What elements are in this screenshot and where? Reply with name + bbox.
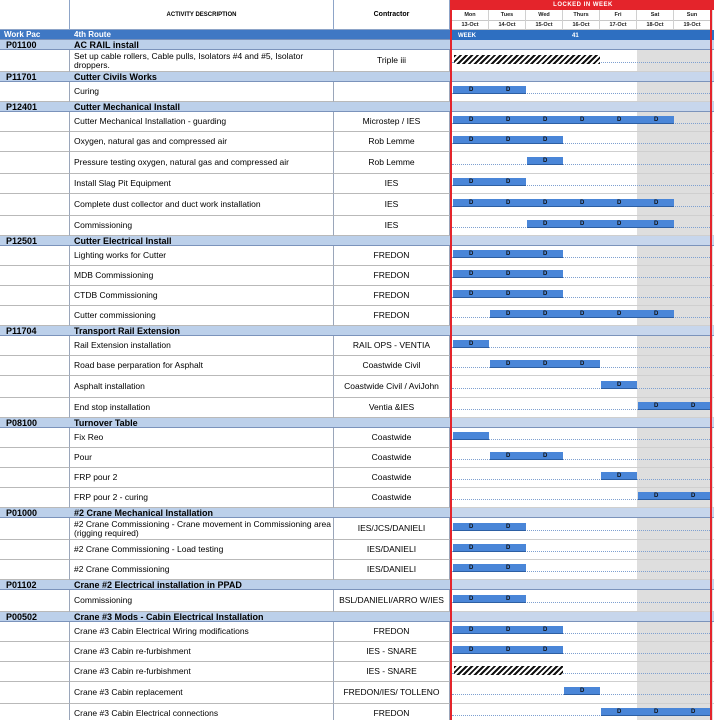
day-date: 13-Oct <box>461 22 479 28</box>
duration-marker: D <box>469 565 474 571</box>
activity-code-cell <box>0 590 70 612</box>
activity-description: MDB Commissioning <box>70 266 334 286</box>
duration-marker: D <box>506 627 511 633</box>
duration-marker: D <box>617 473 622 479</box>
duration-marker: D <box>469 271 474 277</box>
gantt-bar <box>638 492 711 500</box>
duration-marker: D <box>543 627 548 633</box>
day-name: Sun <box>674 10 710 21</box>
activity-code-cell <box>0 336 70 356</box>
locked-week-banner: LOCKED IN WEEK <box>452 0 714 10</box>
work-package-gantt-band <box>452 580 714 590</box>
work-package-title: Crane #3 Mods - Cabin Electrical Installation <box>74 612 264 622</box>
activity-contractor: FREDON <box>334 306 450 326</box>
work-package-gantt-band <box>452 418 714 428</box>
duration-marker: D <box>506 545 511 551</box>
gantt-row <box>452 468 714 488</box>
activity-code-cell <box>0 560 70 580</box>
activity-code-cell <box>0 662 70 682</box>
activity-description: Fix Reo <box>70 428 334 448</box>
duration-marker: D <box>617 382 622 388</box>
day-date: 15-Oct <box>535 22 553 28</box>
activity-description: Asphalt installation <box>70 376 334 398</box>
duration-marker: D <box>506 311 511 317</box>
activity-code-cell <box>0 112 70 132</box>
activity-contractor: FREDON <box>334 704 450 720</box>
activity-contractor: FREDON <box>334 286 450 306</box>
duration-marker: D <box>617 117 622 123</box>
duration-marker: D <box>580 361 585 367</box>
activity-contractor: IES/JCS/DANIELI <box>334 518 450 540</box>
work-package-title: Turnover Table <box>74 418 138 428</box>
contractor-header: Contractor <box>334 0 450 30</box>
duration-marker: D <box>506 200 511 206</box>
gantt-bar <box>453 544 526 552</box>
gantt-bar <box>638 402 711 410</box>
activity-code-cell <box>0 540 70 560</box>
duration-marker: D <box>506 271 511 277</box>
header-blank <box>0 0 70 30</box>
day-header-sun <box>674 10 711 30</box>
activity-contractor: IES/DANIELI <box>334 540 450 560</box>
activity-contractor: FREDON <box>334 266 450 286</box>
duration-marker: D <box>506 137 511 143</box>
activity-description: End stop installation <box>70 398 334 418</box>
work-package-gantt-band <box>452 72 714 82</box>
locked-week-left-border <box>450 0 452 720</box>
gantt-bar <box>453 523 526 531</box>
activity-code-cell <box>0 428 70 448</box>
activity-contractor: FREDON/IES/ TOLLENO <box>334 682 450 704</box>
work-package-code: P01100 <box>6 40 37 50</box>
duration-marker: D <box>654 709 659 715</box>
gantt-row <box>452 152 714 174</box>
duration-marker: D <box>506 361 511 367</box>
work-package-gantt-band <box>452 326 714 336</box>
duration-marker: D <box>543 647 548 653</box>
activity-description: Commissioning <box>70 216 334 236</box>
activity-description: Crane #3 Cabin re-furbishment <box>70 662 334 682</box>
duration-marker: D <box>543 311 548 317</box>
day-name: Wed <box>526 10 562 21</box>
activity-description: Rail Extension installation <box>70 336 334 356</box>
duration-marker: D <box>580 221 585 227</box>
gantt-bar <box>453 595 526 603</box>
day-date: 17-Oct <box>609 22 627 28</box>
activity-code-cell <box>0 448 70 468</box>
duration-marker: D <box>506 453 511 459</box>
activity-description: Crane #3 Cabin replacement <box>70 682 334 704</box>
activity-contractor: Ventia &IES <box>334 398 450 418</box>
activity-contractor: Triple iii <box>334 50 450 72</box>
duration-marker: D <box>580 688 585 694</box>
activity-description: Oxygen, natural gas and compressed air <box>70 132 334 152</box>
gantt-bar <box>453 564 526 572</box>
duration-marker: D <box>469 179 474 185</box>
activity-description: Complete dust collector and duct work installation <box>70 194 334 216</box>
activity-description: #2 Crane Commissioning - Crane movement in Commissioning area (rigging required) <box>70 518 334 540</box>
activity-contractor: IES <box>334 216 450 236</box>
work-package-code: P12401 <box>6 102 38 112</box>
gantt-bar <box>453 86 526 94</box>
activity-contractor <box>334 82 450 102</box>
locked-week-right-border <box>710 0 712 720</box>
activity-code-cell <box>0 376 70 398</box>
activity-code-cell <box>0 642 70 662</box>
gantt-guide-line <box>452 439 712 440</box>
work-package-title: Transport Rail Extension <box>74 326 181 336</box>
activity-code-cell <box>0 50 70 72</box>
gantt-bar <box>453 432 489 440</box>
activity-description: Cutter Mechanical Installation - guarding <box>70 112 334 132</box>
duration-marker: D <box>543 158 548 164</box>
activity-code-cell <box>0 174 70 194</box>
activity-code-cell <box>0 682 70 704</box>
activity-description: FRP pour 2 <box>70 468 334 488</box>
duration-marker: D <box>691 709 696 715</box>
duration-marker: D <box>543 453 548 459</box>
duration-marker: D <box>691 403 696 409</box>
work-package-title: Cutter Civils Works <box>74 72 157 82</box>
activity-contractor: Coastwide Civil / AviJohn <box>334 376 450 398</box>
activity-description: Road base perparation for Asphalt <box>70 356 334 376</box>
duration-marker: D <box>654 200 659 206</box>
work-package-title: #2 Crane Mechanical Installation <box>74 508 214 518</box>
duration-marker: D <box>469 87 474 93</box>
activity-code-cell <box>0 266 70 286</box>
activity-code-cell <box>0 356 70 376</box>
activity-contractor: Coastwide <box>334 448 450 468</box>
duration-marker: D <box>617 200 622 206</box>
duration-marker: D <box>617 311 622 317</box>
activity-contractor: BSL/DANIELI/ARRO W/IES <box>334 590 450 612</box>
duration-marker: D <box>506 291 511 297</box>
work-package-title: AC RAIL install <box>74 40 139 50</box>
activity-description: Install Slag Pit Equipment <box>70 174 334 194</box>
duration-marker: D <box>691 493 696 499</box>
day-header-fri <box>600 10 637 30</box>
activity-contractor: Coastwide Civil <box>334 356 450 376</box>
locked-hatch-bar <box>454 55 600 64</box>
duration-marker: D <box>543 117 548 123</box>
gantt-bar <box>453 178 526 186</box>
activity-contractor: FREDON <box>334 246 450 266</box>
activity-code-cell <box>0 132 70 152</box>
locked-hatch-bar <box>454 666 563 675</box>
work-package-gantt-band <box>452 40 714 50</box>
activity-description: FRP pour 2 - curing <box>70 488 334 508</box>
day-header-thurs <box>563 10 600 30</box>
work-package-code: P11704 <box>6 326 37 336</box>
day-date: 14-Oct <box>498 22 516 28</box>
activity-description: Pressure testing oxygen, natural gas and compressed air <box>70 152 334 174</box>
activity-description: Curing <box>70 82 334 102</box>
activity-contractor: RAIL OPS - VENTIA <box>334 336 450 356</box>
duration-marker: D <box>654 311 659 317</box>
activity-code-cell <box>0 622 70 642</box>
work-package-code: P01102 <box>6 580 37 590</box>
duration-marker: D <box>543 200 548 206</box>
gantt-row <box>452 336 714 356</box>
day-header-wed <box>526 10 563 30</box>
day-name: Sat <box>637 10 673 21</box>
activity-contractor: Coastwide <box>334 488 450 508</box>
activity-description: CTDB Commissioning <box>70 286 334 306</box>
day-date: 18-Oct <box>646 22 664 28</box>
duration-marker: D <box>469 596 474 602</box>
work-package-gantt-band <box>452 102 714 112</box>
activity-description: #2 Crane Commissioning <box>70 560 334 580</box>
duration-marker: D <box>543 137 548 143</box>
gantt-row <box>452 428 714 448</box>
work-package-code: P08100 <box>6 418 38 428</box>
duration-marker: D <box>469 291 474 297</box>
work-package-code: P11701 <box>6 72 37 82</box>
duration-marker: D <box>469 137 474 143</box>
duration-marker: D <box>506 251 511 257</box>
day-header-tues <box>489 10 526 30</box>
activity-code-cell <box>0 488 70 508</box>
activity-description: Commissioning <box>70 590 334 612</box>
gantt-bar <box>453 116 674 124</box>
gantt-guide-line <box>452 388 712 389</box>
work-package-code: P12501 <box>6 236 38 246</box>
gantt-guide-line <box>452 479 712 480</box>
activity-description: Crane #3 Cabin re-furbishment <box>70 642 334 662</box>
work-package-gantt-band <box>452 236 714 246</box>
activity-code-cell <box>0 398 70 418</box>
activity-code-cell <box>0 704 70 720</box>
duration-marker: D <box>506 87 511 93</box>
work-package-gantt-band <box>452 508 714 518</box>
day-date: 19-Oct <box>683 22 701 28</box>
activity-contractor: Coastwide <box>334 428 450 448</box>
activity-contractor: Rob Lemme <box>334 152 450 174</box>
activity-code-cell <box>0 468 70 488</box>
duration-marker: D <box>506 596 511 602</box>
day-header-mon <box>452 10 489 30</box>
activity-description: Set up cable rollers, Cable pulls, Isolators #4 and #5, Isolator droppers. <box>70 50 334 72</box>
duration-marker: D <box>543 221 548 227</box>
duration-marker: D <box>506 565 511 571</box>
work-package-header-label: Work Pac <box>4 30 41 39</box>
duration-marker: D <box>580 117 585 123</box>
duration-marker: D <box>469 251 474 257</box>
activity-description-header: ACTIVITY DESCRIPTION <box>70 0 334 30</box>
activity-contractor: Rob Lemme <box>334 132 450 152</box>
day-header-sat <box>637 10 674 30</box>
duration-marker: D <box>506 117 511 123</box>
activity-code-cell <box>0 286 70 306</box>
day-name: Fri <box>600 10 636 21</box>
gantt-row <box>452 376 714 398</box>
duration-marker: D <box>469 200 474 206</box>
duration-marker: D <box>543 291 548 297</box>
duration-marker: D <box>617 221 622 227</box>
duration-marker: D <box>654 493 659 499</box>
activity-contractor: IES - SNARE <box>334 642 450 662</box>
activity-code-cell <box>0 152 70 174</box>
duration-marker: D <box>469 647 474 653</box>
activity-description: Lighting works for Cutter <box>70 246 334 266</box>
activity-description: Crane #3 Cabin Electrical Wiring modifications <box>70 622 334 642</box>
duration-marker: D <box>469 117 474 123</box>
duration-marker: D <box>469 524 474 530</box>
duration-marker: D <box>580 200 585 206</box>
gantt-guide-line <box>452 164 712 165</box>
activity-contractor: IES - SNARE <box>334 662 450 682</box>
duration-marker: D <box>654 221 659 227</box>
activity-contractor: IES <box>334 174 450 194</box>
week-label-text: WEEK <box>458 33 476 39</box>
activity-contractor: FREDON <box>334 622 450 642</box>
duration-marker: D <box>506 647 511 653</box>
work-package-code: P01000 <box>6 508 38 518</box>
activity-contractor: IES/DANIELI <box>334 560 450 580</box>
activity-description: #2 Crane Commissioning - Load testing <box>70 540 334 560</box>
duration-marker: D <box>543 271 548 277</box>
duration-marker: D <box>469 341 474 347</box>
day-name: Mon <box>452 10 488 21</box>
work-package-code: P00502 <box>6 612 38 622</box>
activity-code-cell <box>0 216 70 236</box>
day-date: 16-Oct <box>572 22 590 28</box>
activity-code-cell <box>0 82 70 102</box>
activity-description: Crane #3 Cabin Electrical connections <box>70 704 334 720</box>
duration-marker: D <box>543 251 548 257</box>
day-name: Tues <box>489 10 525 21</box>
work-package-title: Cutter Electrical Install <box>74 236 172 246</box>
activity-code-cell <box>0 306 70 326</box>
gantt-bar <box>453 199 674 207</box>
duration-marker: D <box>543 361 548 367</box>
activity-description: Cutter commissioning <box>70 306 334 326</box>
duration-marker: D <box>506 524 511 530</box>
activity-contractor: Coastwide <box>334 468 450 488</box>
duration-marker: D <box>580 311 585 317</box>
work-package-title: Crane #2 Electrical installation in PPAD <box>74 580 242 590</box>
activity-code-cell <box>0 194 70 216</box>
duration-marker: D <box>469 627 474 633</box>
duration-marker: D <box>506 179 511 185</box>
week-number: 41 <box>572 33 579 39</box>
duration-marker: D <box>617 709 622 715</box>
day-name: Thurs <box>563 10 599 21</box>
work-package-title: Cutter Mechanical Install <box>74 102 181 112</box>
activity-code-cell <box>0 246 70 266</box>
activity-code-cell <box>0 518 70 540</box>
work-package-gantt-band <box>452 612 714 622</box>
route-header-label: 4th Route <box>74 30 111 39</box>
gantt-bar <box>527 220 674 228</box>
duration-marker: D <box>654 117 659 123</box>
duration-marker: D <box>469 545 474 551</box>
gantt-guide-line <box>452 347 712 348</box>
activity-description: Pour <box>70 448 334 468</box>
activity-contractor: IES <box>334 194 450 216</box>
activity-contractor: Microstep / IES <box>334 112 450 132</box>
gantt-bar <box>490 452 563 460</box>
duration-marker: D <box>654 403 659 409</box>
week-label <box>452 30 714 40</box>
